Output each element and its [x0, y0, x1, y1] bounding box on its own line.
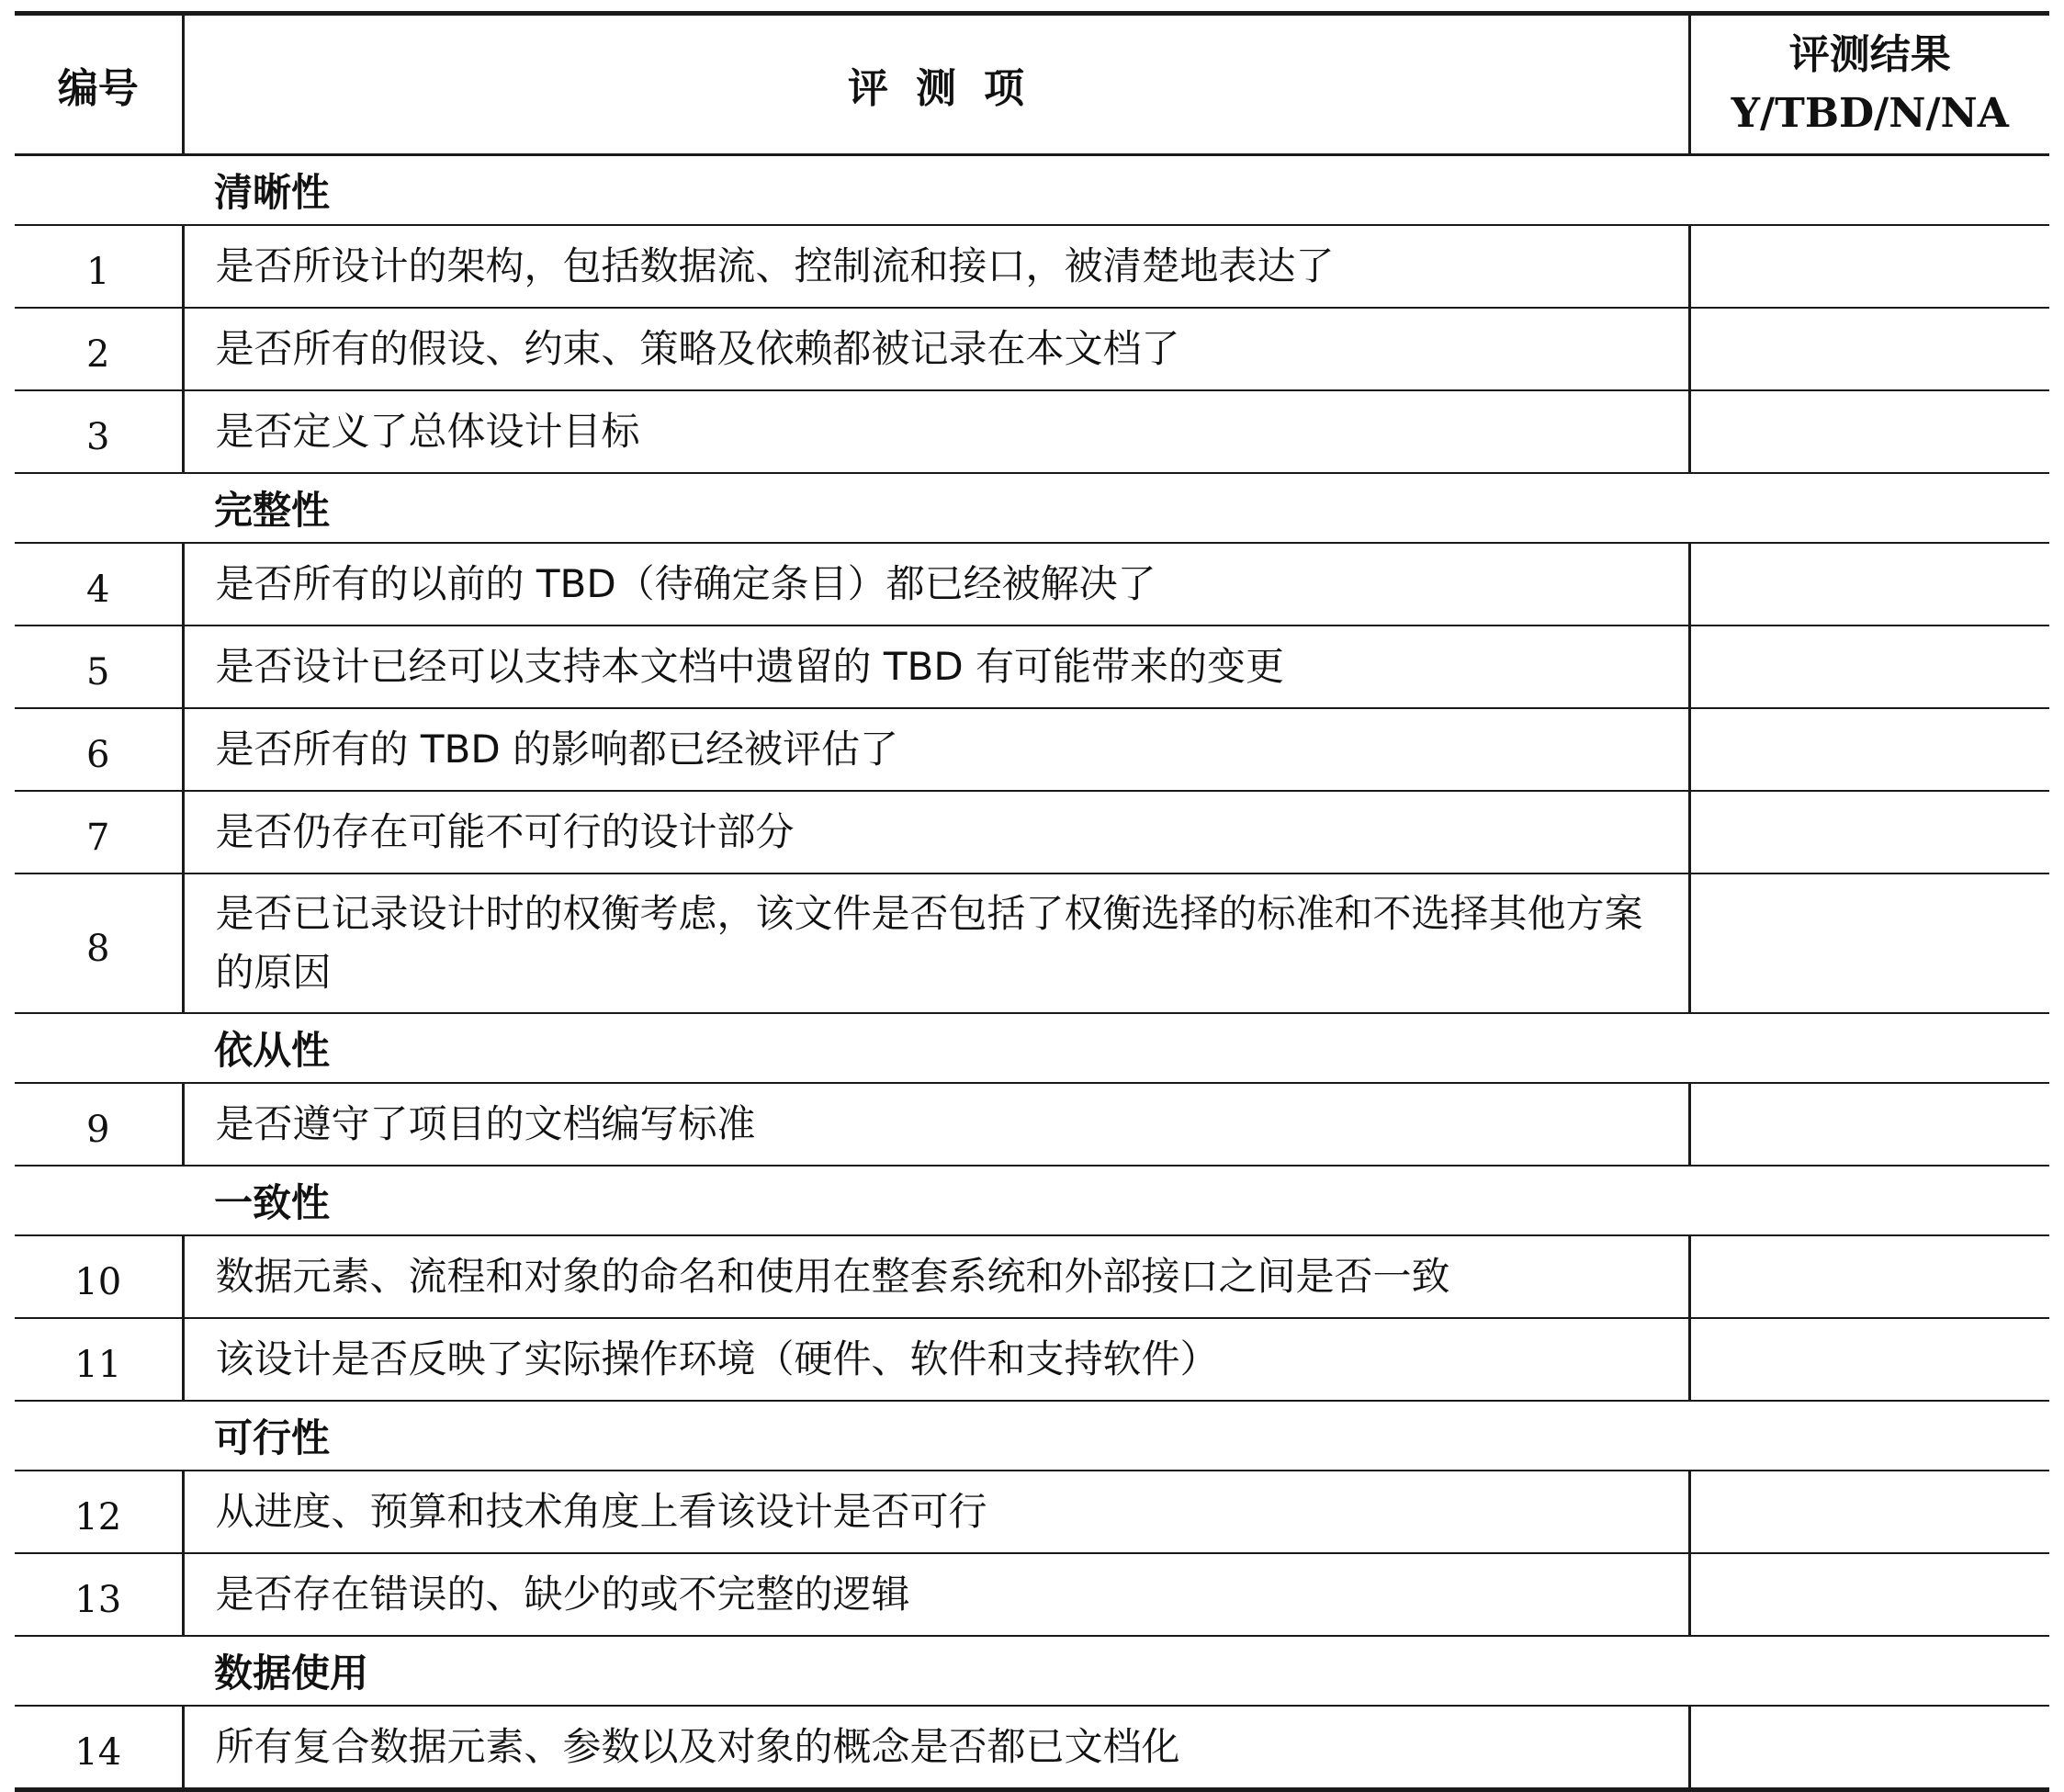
- section-label: 数据使用: [183, 1636, 2049, 1706]
- table-row: [15, 1706, 2049, 1790]
- row-item-text: 是否设计已经可以支持本文档中遗留的 TBD 有可能带来的变更: [183, 626, 1689, 708]
- table-row: [15, 308, 2049, 390]
- row-result-cell[interactable]: [1689, 1083, 2049, 1166]
- row-item-text: 从进度、预算和技术角度上看该设计是否可行: [183, 1471, 1689, 1553]
- row-number: 1: [15, 225, 183, 308]
- section-row-consistency: [15, 1166, 2049, 1235]
- row-item-text: 是否已记录设计时的权衡考虑，该文件是否包括了权衡选择的标准和不选择其他方案的原因: [183, 873, 1689, 1013]
- section-label: 可行性: [183, 1401, 2049, 1471]
- section-row-compliance: [15, 1013, 2049, 1083]
- row-result-cell[interactable]: [1689, 626, 2049, 708]
- row-item-text: 数据元素、流程和对象的命名和使用在整套系统和外部接口之间是否一致: [183, 1235, 1689, 1318]
- row-result-cell[interactable]: [1689, 873, 2049, 1013]
- table-row: [15, 390, 2049, 473]
- header-result: [1689, 14, 2049, 155]
- row-number: 7: [15, 791, 183, 873]
- row-result-cell[interactable]: [1689, 390, 2049, 473]
- row-number: 5: [15, 626, 183, 708]
- table-header: [15, 14, 2049, 155]
- row-result-cell[interactable]: [1689, 308, 2049, 390]
- table-row: [15, 1471, 2049, 1553]
- section-spacer: [15, 155, 183, 226]
- row-item-text: 是否遵守了项目的文档编写标准: [183, 1083, 1689, 1166]
- row-number: 4: [15, 543, 183, 626]
- row-number: 10: [15, 1235, 183, 1318]
- table-row: [15, 543, 2049, 626]
- header-item: 评测项: [183, 14, 1689, 155]
- section-label: 完整性: [183, 473, 2049, 543]
- checklist-page: [15, 11, 2049, 1792]
- table-row: [15, 791, 2049, 873]
- row-number: 2: [15, 308, 183, 390]
- section-row-clarity: [15, 155, 2049, 226]
- header-row: [15, 14, 2049, 155]
- row-result-cell[interactable]: [1689, 1318, 2049, 1401]
- row-number: 11: [15, 1318, 183, 1401]
- row-result-cell[interactable]: [1689, 1471, 2049, 1553]
- row-result-cell[interactable]: [1689, 225, 2049, 308]
- header-number: 编号: [15, 14, 183, 155]
- row-number: 12: [15, 1471, 183, 1553]
- row-result-cell[interactable]: [1689, 543, 2049, 626]
- section-label: 依从性: [183, 1013, 2049, 1083]
- evaluation-checklist-table: [15, 11, 2049, 1792]
- row-item-text: 所有复合数据元素、参数以及对象的概念是否都已文档化: [183, 1706, 1689, 1790]
- section-row-completeness: [15, 473, 2049, 543]
- table-row: [15, 1318, 2049, 1401]
- row-result-cell[interactable]: [1689, 708, 2049, 791]
- row-result-cell[interactable]: [1689, 1235, 2049, 1318]
- section-spacer: [15, 1401, 183, 1471]
- table-row: [15, 1553, 2049, 1636]
- section-row-data-usage: [15, 1636, 2049, 1706]
- row-item-text: 是否存在错误的、缺少的或不完整的逻辑: [183, 1553, 1689, 1636]
- row-number: 8: [15, 873, 183, 1013]
- table-row: [15, 626, 2049, 708]
- header-result-label: 评测结果: [1788, 31, 1951, 78]
- row-item-text: 是否所有的 TBD 的影响都已经被评估了: [183, 708, 1689, 791]
- row-item-text: 是否所有的以前的 TBD（待确定条目）都已经被解决了: [183, 543, 1689, 626]
- section-spacer: [15, 473, 183, 543]
- table-row: [15, 1083, 2049, 1166]
- row-number: 9: [15, 1083, 183, 1166]
- table-row: [15, 1235, 2049, 1318]
- table-row: [15, 225, 2049, 308]
- row-item-text: 是否所有的假设、约束、策略及依赖都被记录在本文档了: [183, 308, 1689, 390]
- row-item-text: 是否仍存在可能不可行的设计部分: [183, 791, 1689, 873]
- table-row: [15, 708, 2049, 791]
- header-result-options: Y/TBD/N/NA: [1731, 90, 2009, 137]
- table-row: [15, 873, 2049, 1013]
- row-item-text: 是否所设计的架构，包括数据流、控制流和接口，被清楚地表达了: [183, 225, 1689, 308]
- section-spacer: [15, 1166, 183, 1235]
- row-number: 6: [15, 708, 183, 791]
- row-item-text: 是否定义了总体设计目标: [183, 390, 1689, 473]
- row-number: 3: [15, 390, 183, 473]
- row-result-cell[interactable]: [1689, 1553, 2049, 1636]
- row-number: 13: [15, 1553, 183, 1636]
- section-label: 一致性: [183, 1166, 2049, 1235]
- section-spacer: [15, 1013, 183, 1083]
- section-spacer: [15, 1636, 183, 1706]
- section-label: 清晰性: [183, 155, 2049, 226]
- row-result-cell[interactable]: [1689, 1706, 2049, 1790]
- row-number: 14: [74, 1731, 122, 1774]
- row-result-cell[interactable]: [1689, 791, 2049, 873]
- section-row-feasibility: [15, 1401, 2049, 1471]
- row-item-text: 该设计是否反映了实际操作环境（硬件、软件和支持软件）: [183, 1318, 1689, 1401]
